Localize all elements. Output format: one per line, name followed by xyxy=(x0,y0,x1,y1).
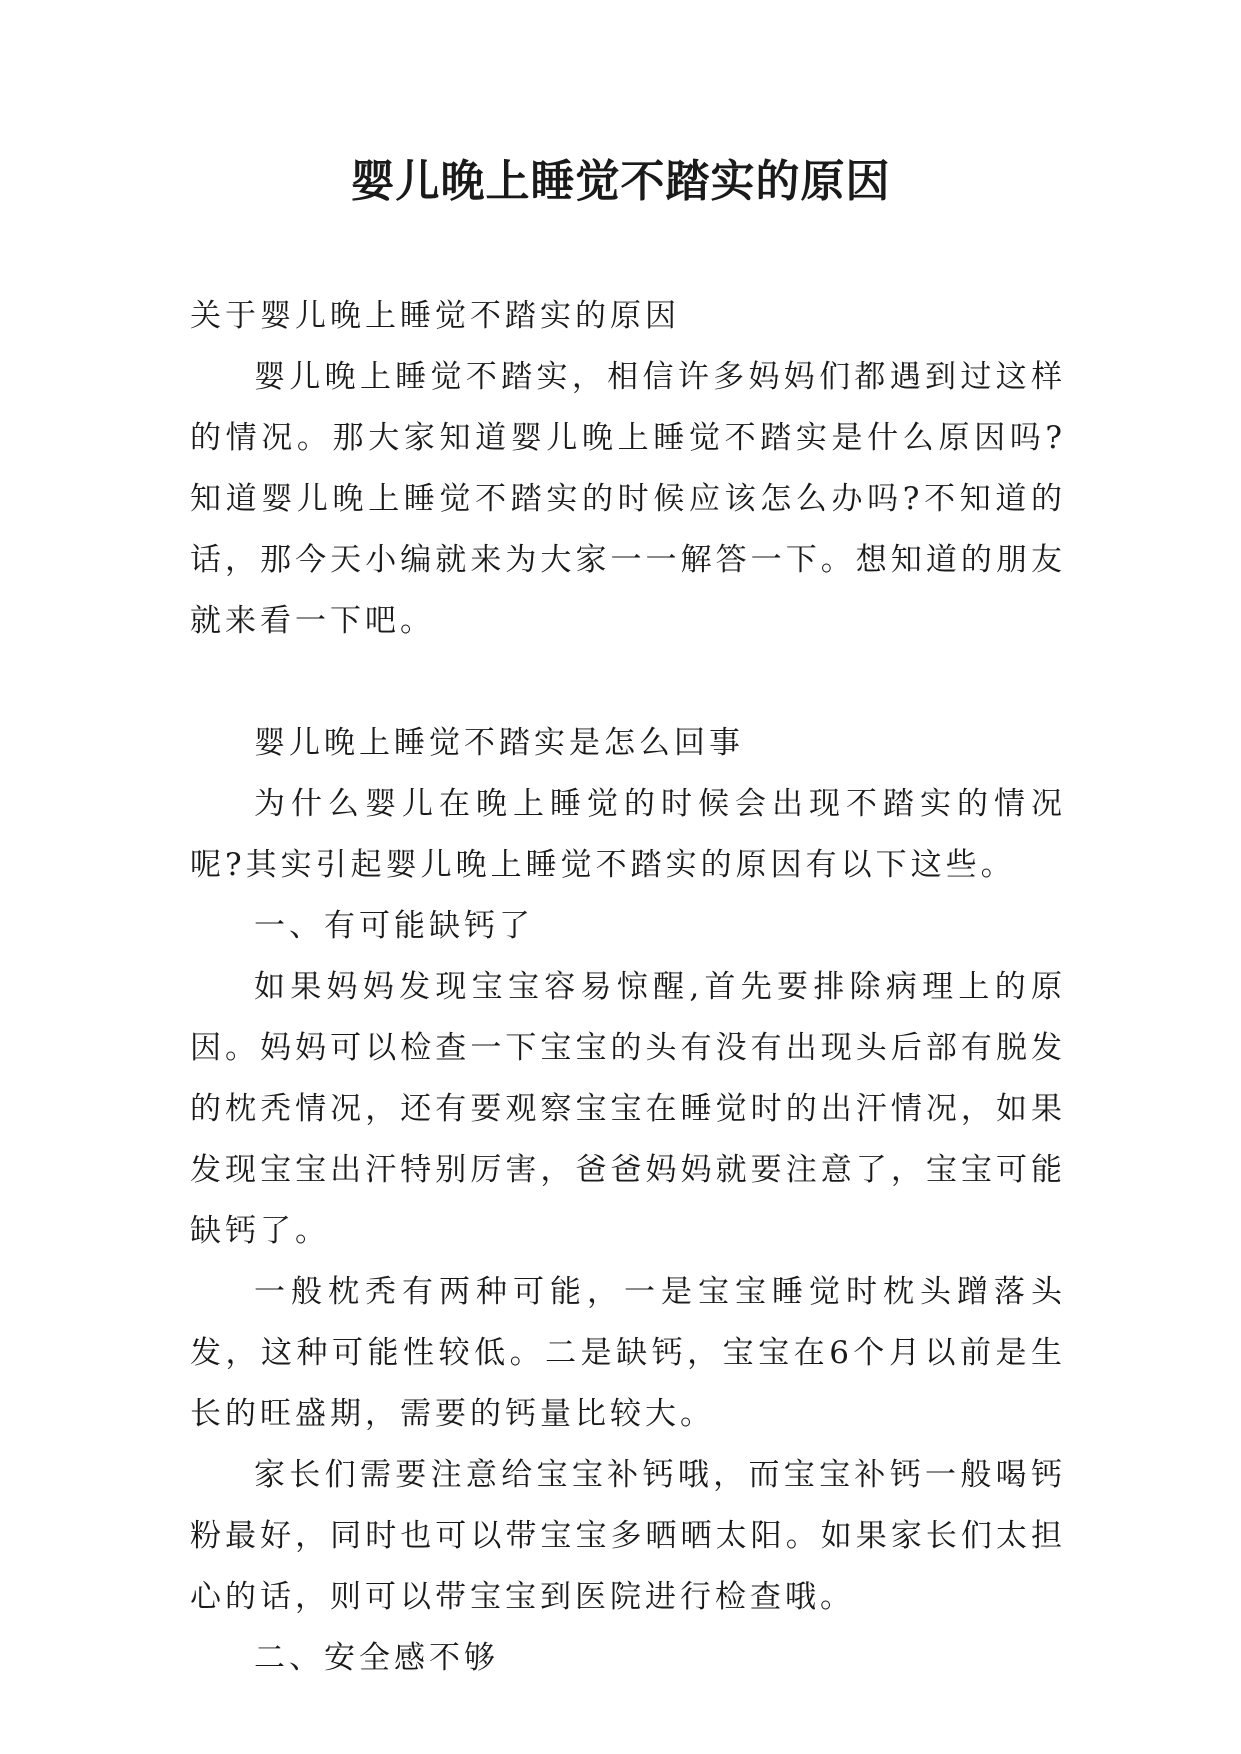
paragraph-spacer xyxy=(190,652,1066,713)
reason-heading-2: 二、安全感不够 xyxy=(254,1640,499,1676)
reason-1-paragraph-1: 如果妈妈发现宝宝容易惊醒,首先要排除病理上的原因。妈妈可以检查一下宝宝的头有没有出现头后部有脱发的枕秃情况，还有要观察宝宝在睡觉时的出汗情况，如果发现宝宝出汗特别厉害，爸爸妈妈就要注意了，宝宝可能缺钙了。 xyxy=(190,969,1066,1249)
reason-1-paragraph-2: 一般枕秃有两种可能，一是宝宝睡觉时枕头蹭落头发，这种可能性较低。二是缺钙，宝宝在6个月以前是生长的旺盛期，需要的钙量比较大。 xyxy=(190,1274,1066,1432)
section-heading: 婴儿晚上睡觉不踏实是怎么回事 xyxy=(254,725,744,761)
reason-heading-1: 一、有可能缺钙了 xyxy=(254,908,534,944)
document-body xyxy=(190,286,1066,1689)
section-intro-paragraph: 为什么婴儿在晚上睡觉的时候会出现不踏实的情况呢?其实引起婴儿晚上睡觉不踏实的原因有以下这些。 xyxy=(190,786,1066,883)
intro-heading: 关于婴儿晚上睡觉不踏实的原因 xyxy=(190,298,680,334)
intro-paragraph: 婴儿晚上睡觉不踏实，相信许多妈妈们都遇到过这样的情况。那大家知道婴儿晚上睡觉不踏实是什么原因吗?知道婴儿晚上睡觉不踏实的时候应该怎么办吗?不知道的话，那今天小编就来为大家一一解答一下。想知道的朋友就来看一下吧。 xyxy=(190,359,1066,639)
reason-1-paragraph-3: 家长们需要注意给宝宝补钙哦，而宝宝补钙一般喝钙粉最好，同时也可以带宝宝多晒晒太阳。如果家长们太担心的话，则可以带宝宝到医院进行检查哦。 xyxy=(190,1457,1066,1615)
document-title: 婴儿晚上睡觉不踏实的原因 xyxy=(350,156,891,207)
